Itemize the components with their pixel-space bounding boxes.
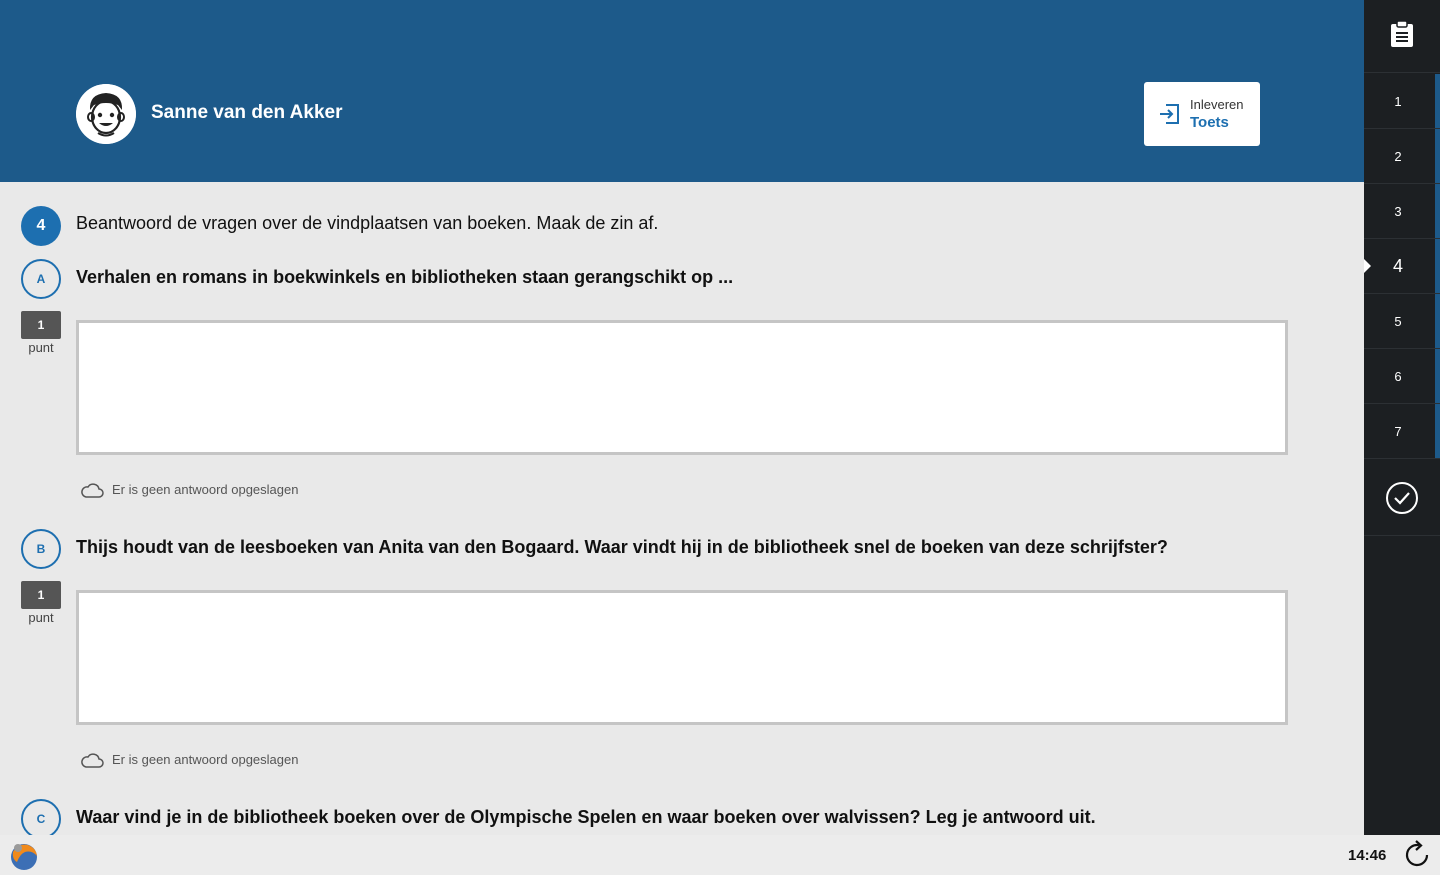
submit-icon xyxy=(1158,103,1180,125)
subquestion-text-b: Thijs houdt van de leesboeken van Anita van den Bogaard. Waar vindt hij in de bibliotheek snel de boeken van deze schrijfster? xyxy=(76,537,1168,557)
finish-review-button[interactable] xyxy=(1364,459,1440,536)
app-launcher-icon[interactable] xyxy=(8,840,40,872)
refresh-icon[interactable] xyxy=(1402,840,1432,870)
sidebar-item-4[interactable]: 4 xyxy=(1364,239,1440,294)
submit-button-label: Inleveren xyxy=(1190,97,1244,112)
taskbar xyxy=(0,835,1440,875)
subquestion-text-a: Verhalen en romans in boekwinkels en bibliotheken staan gerangschikt op ... xyxy=(76,267,734,287)
cloud-icon xyxy=(80,481,104,499)
overview-button[interactable] xyxy=(1364,0,1440,73)
question-instruction: Beantwoord de vragen over de vindplaatsen van boeken. Maak de zin af. xyxy=(76,213,659,233)
check-circle-icon xyxy=(1385,481,1419,515)
subquestion-letter-b: B xyxy=(21,529,61,569)
avatar xyxy=(76,84,136,144)
subquestion-text-c: Waar vind je in de bibliotheek boeken over de Olympische Spelen en waar boeken over walvissen? Leg je antwoord uit. xyxy=(76,807,1096,827)
submit-button-sublabel: Toets xyxy=(1190,114,1229,131)
sidebar-item-5[interactable]: 5 xyxy=(1364,294,1440,349)
question-navigation-sidebar xyxy=(1364,0,1440,835)
sidebar-item-6[interactable]: 6 xyxy=(1364,349,1440,404)
sidebar-item-1[interactable]: 1 xyxy=(1364,74,1440,129)
points-badge: 1 xyxy=(21,581,61,609)
header-bar xyxy=(0,0,1364,182)
question-number-badge: 4 xyxy=(21,206,61,246)
sidebar-item-2[interactable]: 2 xyxy=(1364,129,1440,184)
user-name: Sanne van den Akker xyxy=(151,102,343,123)
sidebar-item-7[interactable]: 7 xyxy=(1364,404,1440,459)
avatar-face-icon xyxy=(76,84,136,144)
answer-input-a[interactable] xyxy=(76,320,1288,455)
points-label: punt xyxy=(28,340,54,355)
sidebar-item-3[interactable]: 3 xyxy=(1364,184,1440,239)
clock: 14:46 xyxy=(1348,847,1387,864)
answer-input-b[interactable] xyxy=(76,590,1288,725)
points-badge: 1 xyxy=(21,311,61,339)
save-status-text: Er is geen antwoord opgeslagen xyxy=(112,482,299,497)
clipboard-icon xyxy=(1390,20,1414,48)
subquestion-letter-a: A xyxy=(21,259,61,299)
submit-test-button[interactable] xyxy=(1144,82,1260,146)
points-label: punt xyxy=(28,610,54,625)
save-status-text: Er is geen antwoord opgeslagen xyxy=(112,752,299,767)
cloud-icon xyxy=(80,751,104,769)
subquestion-letter-c: C xyxy=(21,799,61,839)
